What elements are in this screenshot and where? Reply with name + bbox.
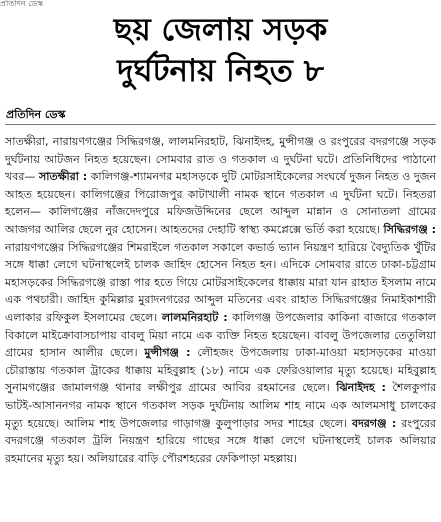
article-text: কালিগঞ্জ উপজেলার কাকিনা বাজারে গতকাল বিকালে মাইক্রোবাসচাপায় বাবলু মিয়া নামে এক ব্যক্তি নিহত হয়েছেন। বাবলু উপজেলার তেতুলিয়া গ্রামের হাসান আলীর ছেলে। [5, 310, 437, 360]
place-label: মুন্সীগঞ্জ : [144, 346, 191, 360]
headline-line-1: ছয় জেলায় সড়ক [113, 12, 328, 48]
article-body [5, 133, 436, 467]
place-label: সাতক্ষীরা : [38, 170, 88, 184]
article-text: শৈলকুপার ভাটই-আসাননগর নামক স্থানে গতকাল সড়ক দুর্ঘটনায় আলিম শাহ নামে এক আলমসাধু চালকের মৃত্যু হয়েছে। আলিম শাহ উপজেলার গাড়াগঞ্জ কুলুপাড়ার সদর শাহের ছেলে। [5, 381, 436, 430]
previous-article-strip [0, 0, 441, 8]
article-text: নারায়ণগঞ্জের সিদ্ধিরগঞ্জের শিমরাইলে গতকাল সকালে কভার্ড ভ্যান নিয়ন্ত্রণ হারিয়ে বৈদ্যুতিক খুঁটির সঙ্গে ধাক্কা লেগে ঘটনাস্থলেই চালক জাহিদ হোসেন নিহত হন। এদিকে সোমবার রাতে ঢাকা-চট্টগ্রাম মহাসড়কের সিদ্ধিরগঞ্জে রাস্তা পার হতে গিয়ে মোটরসাইকেলের ধাক্কায় মারা যান রাহাত ইসলাম নামে এক পথচারী। জাহিদ কুমিল্লার মুরাদনগরের আব্দুল মতিনের এবং রাহাত সিদ্ধিরগঞ্জের নিমাইকাশারী এলাকার রফিকুল ইসলামের ছেলে। [5, 240, 436, 324]
place-label: বদরগঞ্জ : [351, 416, 397, 430]
article-text: সাতক্ষীরা, নারায়ণগঞ্জের সিদ্ধিরগঞ্জ, লালমনিরহাট, ঝিনাইদহ, মুন্সীগঞ্জ ও রংপুরের বদরগঞ্জে সড়ক দুর্ঘটনায় আটজন নিহত হয়েছেন। সোমবার রাত ও গতকাল এ দুর্ঘটনা ঘটে। প্রতিনিধিদের পাঠানো খবর— [5, 135, 436, 184]
headline [0, 10, 441, 92]
headline-line-2: দুর্ঘটনায় নিহত ৮ [117, 53, 324, 89]
divider [5, 124, 436, 125]
place-label: ঝিনাইদহ : [336, 381, 386, 395]
previous-article-text: প্রতিদিন ডেস্ক [0, 0, 43, 8]
article-text: লৌহজং উপজেলায় ঢাকা-মাওয়া মহাসড়কের মাওয়া চৌরাস্তায় গতকাল ট্রাকের ধাক্কায় মহিবুল্লাহ (১৮) নামে এক ফেরিওয়ালার মৃত্যু হয়েছে। মহিবুল্লাহ সুনামগঞ্জের জামালগঞ্জ থানার লক্ষীপুর গ্রামের আবির রহমানের ছেলে। [5, 346, 436, 395]
article-text: কালিগঞ্জ-শ্যামনগর মহাসড়কে দুটি মোটরসাইকেলের সংঘর্ষে দুজন নিহত ও দুজন আহত হয়েছেন। কালিগঞ্জের পিরোজপুর কাটাখালী নামক স্থানে গতকাল এ দুর্ঘটনা ঘটে। নিহতরা হলেন— কালিগঞ্জের নাঁজদেদপুরে মফিজউদ্দিনের ছেলে আব্দুল মান্নান ও সোনাতলা গ্রামের আজগর আলির ছেলে নুর হোসেন। আহতদের দেহাটি স্বাস্থ্য কমপ্লেক্সে ভর্তি করা হয়েছে। [5, 170, 436, 236]
article-text: রংপুরের বদরগঞ্জে গতকাল ট্রলি নিয়ন্ত্রণ হারিয়ে গাছের সঙ্গে ধাক্কা লেগে ঘটনাস্থলেই চালক অলিয়ার রহমানের মৃত্যু হয়। অলিয়ারের বাড়ি পৌরশহরের ফেকিপাড়া মহল্লায়। [5, 416, 436, 465]
place-label: লালমনিরহাট : [161, 310, 228, 324]
dateline: প্রতিদিন ডেস্ক [6, 108, 66, 121]
place-label: সিদ্ধিরগঞ্জ : [383, 222, 437, 236]
